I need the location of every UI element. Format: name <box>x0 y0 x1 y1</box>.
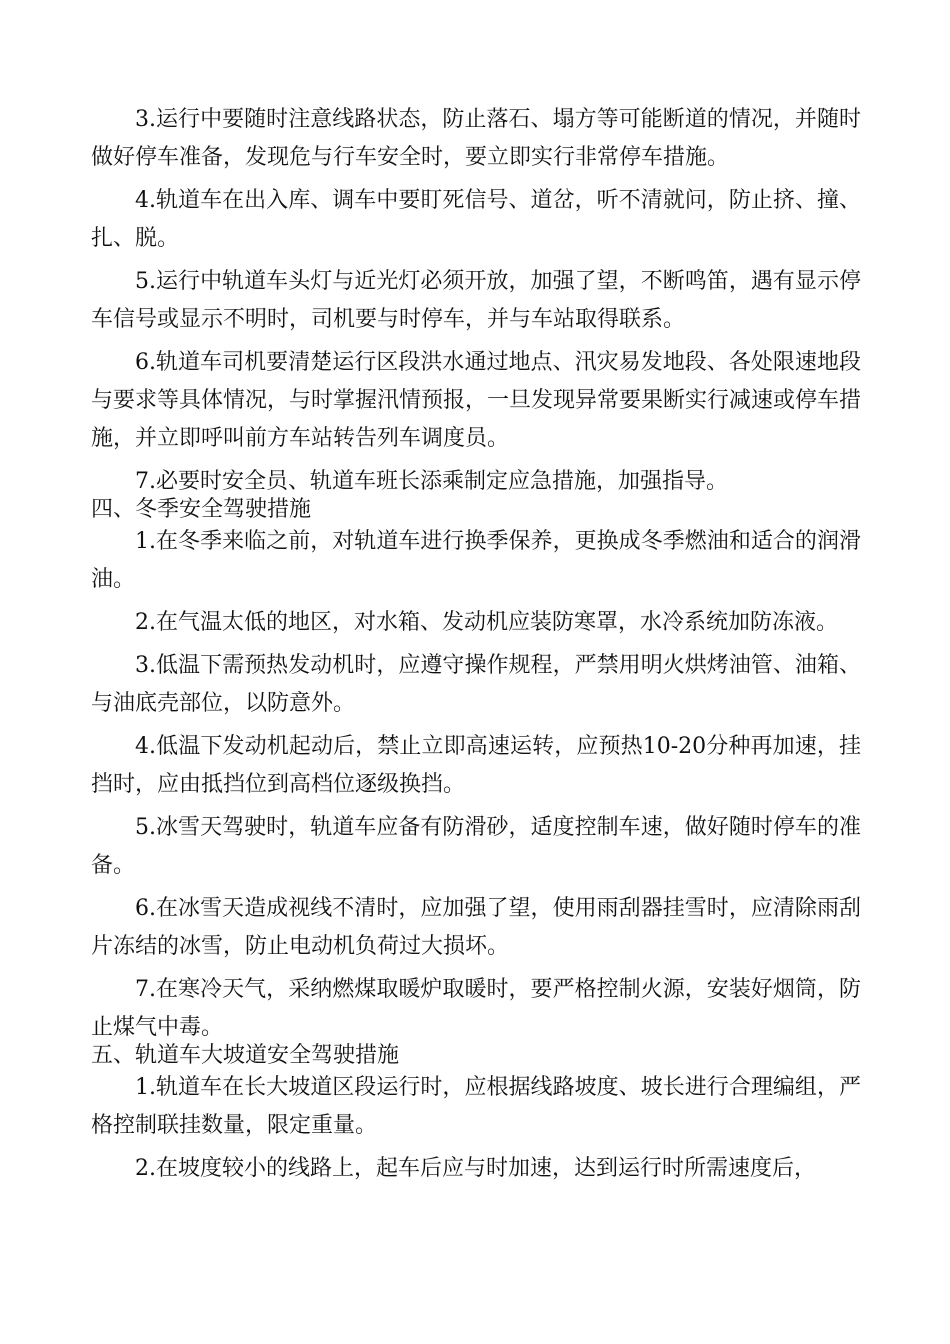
section-heading-steep-grade: 五、轨道车大坡道安全驾驶措施 <box>91 1043 400 1068</box>
winter-paragraph-7: 7.在寒冷天气，采纳燃煤取暖炉取暖时，要严格控制火源，安装好烟筒，防止煤气中毒。 <box>91 977 861 1040</box>
winter-paragraph-6: 6.在冰雪天造成视线不清时，应加强了望，使用雨刮器挂雪时，应清除雨刮片冻结的冰雪，防止电动机负荷过大损坏。 <box>91 896 861 959</box>
paragraph-7-supervision: 7.必要时安全员、轨道车班长添乘制定应急措施，加强指导。 <box>135 469 728 494</box>
winter-paragraph-5: 5.冰雪天驾驶时，轨道车应备有防滑砂，适度控制车速，做好随时停车的准备。 <box>91 815 861 878</box>
winter-paragraph-2: 2.在气温太低的地区，对水箱、发动机应装防寒罩，水冷系统加防冻液。 <box>135 610 838 635</box>
paragraph-4-signal-watch: 4.轨道车在出入库、调车中要盯死信号、道岔，听不清就问，防止挤、撞、扎、脱。 <box>91 188 861 251</box>
section-heading-winter: 四、冬季安全驾驶措施 <box>91 497 312 522</box>
grade-paragraph-2: 2.在坡度较小的线路上，起车后应与时加速，达到运行时所需速度后， <box>135 1156 816 1181</box>
winter-paragraph-4: 4.低温下发动机起动后，禁止立即高速运转，应预热10-20分种再加速，挂挡时，应由抵挡位到高档位逐级换挡。 <box>91 734 861 797</box>
paragraph-5-headlights: 5.运行中轨道车头灯与近光灯必须开放，加强了望，不断鸣笛，遇有显示停车信号或显示不明时，司机要与时停车，并与车站取得联系。 <box>91 269 861 332</box>
paragraph-6-flood-awareness: 6.轨道车司机要清楚运行区段洪水通过地点、汛灾易发地段、各处限速地段与要求等具体情况，与时掌握汛情预报，一旦发现异常要果断实行减速或停车措施，并立即呼叫前方车站转告列车调度员。 <box>91 350 862 451</box>
document-body <box>91 101 861 1188</box>
paragraph-3-track-monitoring: 3.运行中要随时注意线路状态，防止落石、塌方等可能断道的情况，并随时做好停车准备，发现危与行车安全时，要立即实行非常停车措施。 <box>91 107 861 170</box>
winter-paragraph-1: 1.在冬季来临之前，对轨道车进行换季保养，更换成冬季燃油和适合的润滑油。 <box>91 529 861 592</box>
winter-paragraph-3: 3.低温下需预热发动机时，应遵守操作规程，严禁用明火烘烤油管、油箱、与油底壳部位，以防意外。 <box>91 653 861 716</box>
grade-paragraph-1: 1.轨道车在长大坡道区段运行时，应根据线路坡度、坡长进行合理编组，严格控制联挂数量，限定重量。 <box>91 1075 861 1138</box>
